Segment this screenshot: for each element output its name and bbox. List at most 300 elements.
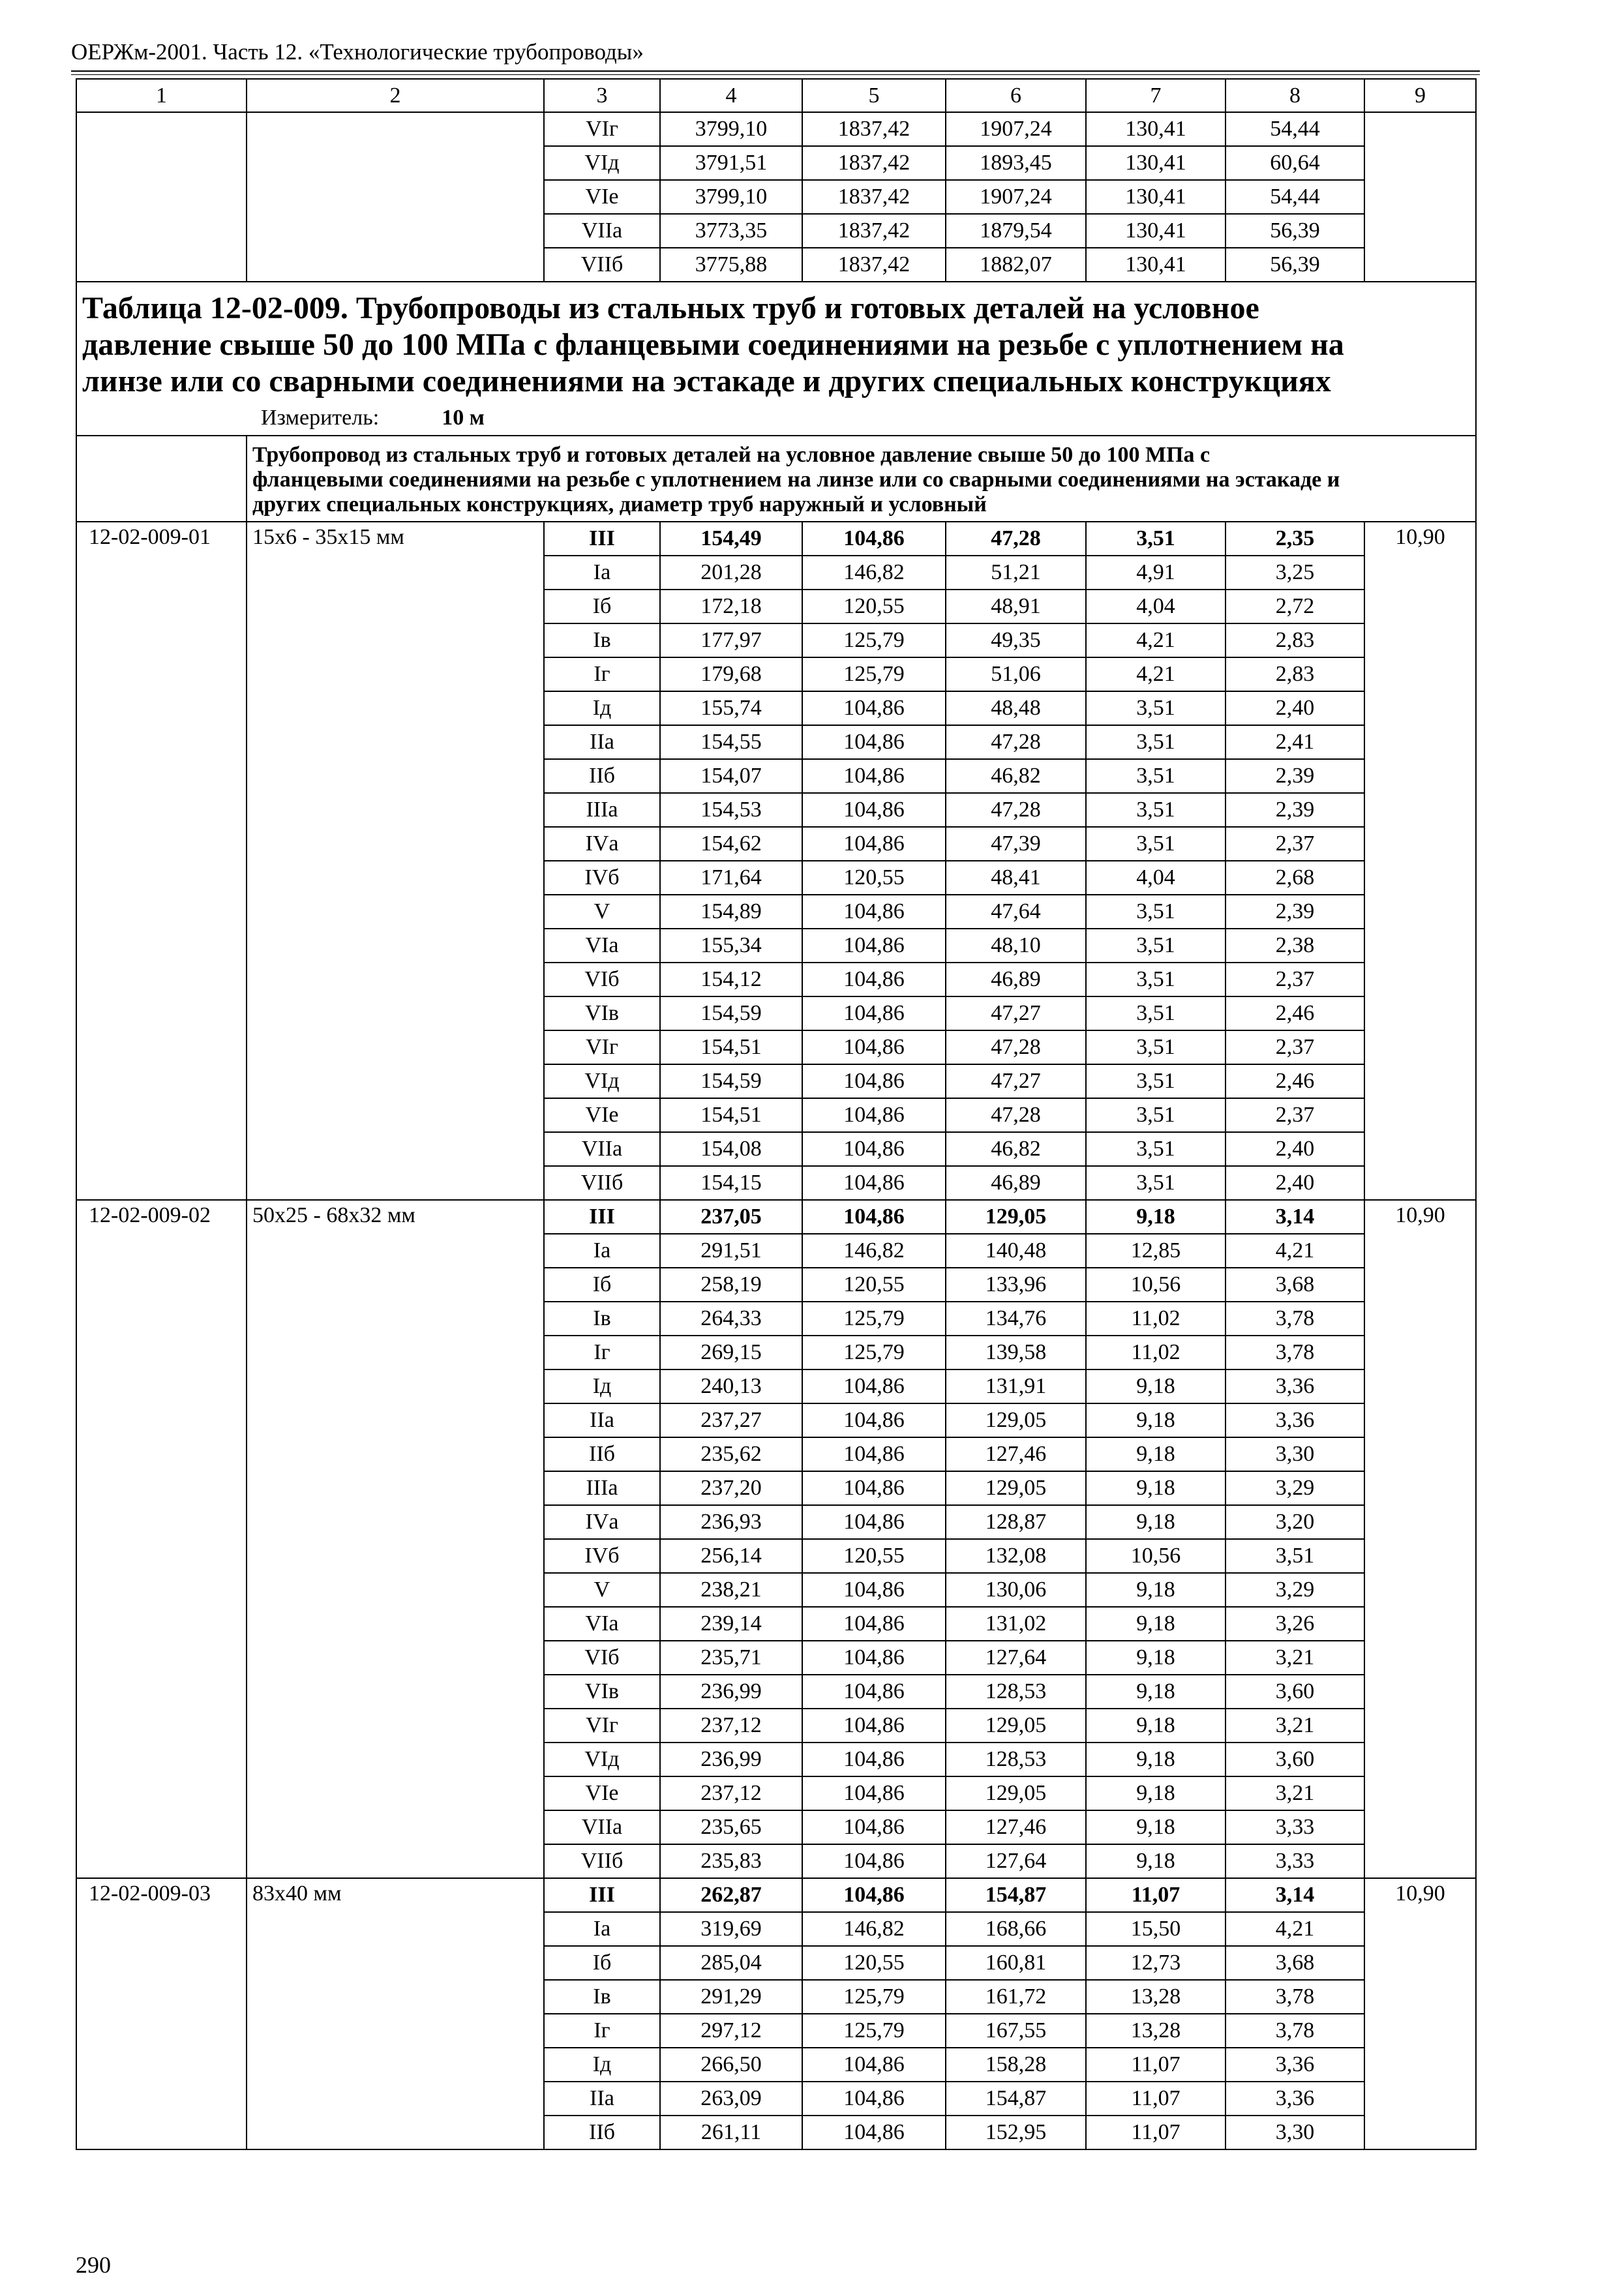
value-cell: 104,86	[802, 1369, 946, 1403]
value-cell: 9,18	[1086, 1641, 1226, 1675]
value-cell: 46,89	[946, 1166, 1086, 1200]
value-cell: 132,08	[946, 1539, 1086, 1573]
table-row	[76, 522, 1476, 556]
column-number: 4	[660, 79, 802, 112]
value-cell: 131,02	[946, 1607, 1086, 1641]
value-cell: 13,28	[1086, 1980, 1226, 2014]
header-rule	[71, 70, 1480, 72]
zone-cell: VIг	[544, 112, 660, 146]
value-cell: 262,87	[660, 1878, 802, 1912]
value-cell: 155,34	[660, 929, 802, 963]
zone-cell: Iб	[544, 590, 660, 623]
value-cell: 3,78	[1226, 2014, 1364, 2048]
value-cell: 47,39	[946, 827, 1086, 861]
value-cell: 11,02	[1086, 1336, 1226, 1369]
value-cell: 128,87	[946, 1505, 1086, 1539]
value-cell: 3,51	[1086, 1030, 1226, 1064]
table-title	[76, 282, 1476, 436]
value-cell: 51,21	[946, 556, 1086, 590]
zone-cell: Iг	[544, 1336, 660, 1369]
empty-name-cell	[247, 112, 544, 282]
value-cell: 47,27	[946, 1064, 1086, 1098]
value-cell: 1837,42	[802, 112, 946, 146]
value-cell: 104,86	[802, 1844, 946, 1878]
value-cell: 264,33	[660, 1302, 802, 1336]
value-cell: 46,89	[946, 963, 1086, 996]
value-cell: 9,18	[1086, 1844, 1226, 1878]
value-cell: 1907,24	[946, 180, 1086, 214]
value-cell: 236,99	[660, 1743, 802, 1776]
value-cell: 104,86	[802, 793, 946, 827]
column-number: 9	[1364, 79, 1476, 112]
value-cell: 51,06	[946, 657, 1086, 691]
value-cell: 104,86	[802, 1743, 946, 1776]
value-cell: 261,11	[660, 2116, 802, 2149]
value-cell: 130,41	[1086, 180, 1226, 214]
value-cell: 3,51	[1086, 691, 1226, 725]
page-number: 290	[76, 2252, 111, 2278]
value-cell: 47,28	[946, 725, 1086, 759]
value-cell: 3,51	[1086, 996, 1226, 1030]
value-cell: 12,73	[1086, 1946, 1226, 1980]
value-cell: 235,71	[660, 1641, 802, 1675]
value-cell: 3,29	[1226, 1573, 1364, 1607]
value-cell: 266,50	[660, 2048, 802, 2082]
value-cell: 9,18	[1086, 1403, 1226, 1437]
section-description	[247, 436, 1476, 522]
zone-cell: IIб	[544, 2116, 660, 2149]
rate-code: 12-02-009-01	[76, 522, 247, 1200]
value-cell: 3799,10	[660, 180, 802, 214]
value-cell: 104,86	[802, 1573, 946, 1607]
value-cell: 3,51	[1086, 1132, 1226, 1166]
value-cell: 201,28	[660, 556, 802, 590]
value-cell: 47,27	[946, 996, 1086, 1030]
value-cell: 11,07	[1086, 1878, 1226, 1912]
value-cell: 3,51	[1226, 1539, 1364, 1573]
value-cell: 3,60	[1226, 1743, 1364, 1776]
value-cell: 56,39	[1226, 248, 1364, 282]
value-cell: 291,29	[660, 1980, 802, 2014]
zone-cell: III	[544, 522, 660, 556]
value-cell: 2,37	[1226, 1030, 1364, 1064]
column-number: 5	[802, 79, 946, 112]
value-cell: 154,49	[660, 522, 802, 556]
zone-cell: V	[544, 895, 660, 929]
value-cell: 47,64	[946, 895, 1086, 929]
value-cell: 3,21	[1226, 1709, 1364, 1743]
page-header: ОЕРЖм-2001. Часть 12. «Технологические трубопроводы»	[71, 39, 644, 65]
value-cell: 1837,42	[802, 214, 946, 248]
value-cell: 9,18	[1086, 1200, 1226, 1234]
value-cell: 120,55	[802, 1946, 946, 1980]
value-cell: 130,41	[1086, 248, 1226, 282]
value-cell: 146,82	[802, 1234, 946, 1268]
value-cell: 1893,45	[946, 146, 1086, 180]
value-cell: 177,97	[660, 623, 802, 657]
value-cell: 3,21	[1226, 1776, 1364, 1810]
value-cell: 120,55	[802, 1268, 946, 1302]
zone-cell: VIв	[544, 996, 660, 1030]
value-cell: 168,66	[946, 1912, 1086, 1946]
value-cell: 240,13	[660, 1369, 802, 1403]
zone-cell: Iв	[544, 1980, 660, 2014]
zone-cell: VIд	[544, 1064, 660, 1098]
value-cell: 2,39	[1226, 895, 1364, 929]
value-cell: 154,08	[660, 1132, 802, 1166]
value-cell: 154,15	[660, 1166, 802, 1200]
description-line: фланцевыми соединениями на резьбе с уплотнением на линзе или со сварными соединениями на эстакаде и	[252, 468, 1340, 492]
value-cell: 48,91	[946, 590, 1086, 623]
value-cell: 104,86	[802, 1471, 946, 1505]
value-cell: 47,28	[946, 793, 1086, 827]
value-cell: 130,06	[946, 1573, 1086, 1607]
value-cell: 104,86	[802, 522, 946, 556]
value-cell: 104,86	[802, 1675, 946, 1709]
value-cell: 3,30	[1226, 2116, 1364, 2149]
zone-cell: IVа	[544, 827, 660, 861]
value-cell: 3,51	[1086, 793, 1226, 827]
value-cell: 3,51	[1086, 827, 1226, 861]
zone-cell: VIд	[544, 146, 660, 180]
value-cell: 3,25	[1226, 556, 1364, 590]
zone-cell: IIа	[544, 1403, 660, 1437]
value-cell: 47,28	[946, 522, 1086, 556]
value-cell: 104,86	[802, 895, 946, 929]
value-cell: 104,86	[802, 725, 946, 759]
measure-value: 10 м	[442, 406, 485, 430]
value-cell: 154,89	[660, 895, 802, 929]
table-row	[76, 1200, 1476, 1234]
value-cell: 235,62	[660, 1437, 802, 1471]
zone-cell: VIб	[544, 1641, 660, 1675]
value-cell: 4,91	[1086, 556, 1226, 590]
value-cell: 104,86	[802, 1437, 946, 1471]
value-cell: 3,51	[1086, 1166, 1226, 1200]
table-title-line: линзе или со сварными соединениями на эстакаде и других специальных конструкциях	[82, 364, 1331, 398]
value-cell: 2,83	[1226, 657, 1364, 691]
value-cell: 2,35	[1226, 522, 1364, 556]
value-cell: 146,82	[802, 556, 946, 590]
table-title-line: давление свыше 50 до 100 МПа с фланцевыми соединениями на резьбе с уплотнением на	[82, 327, 1344, 362]
value-cell: 236,99	[660, 1675, 802, 1709]
value-cell: 3,78	[1226, 1302, 1364, 1336]
value-cell: 54,44	[1226, 112, 1364, 146]
value-cell: 3,60	[1226, 1675, 1364, 1709]
zone-cell: IIIа	[544, 1471, 660, 1505]
value-cell: 54,44	[1226, 180, 1364, 214]
zone-cell: VIIб	[544, 1166, 660, 1200]
value-cell: 125,79	[802, 1980, 946, 2014]
value-cell: 15,50	[1086, 1912, 1226, 1946]
column-number: 6	[946, 79, 1086, 112]
value-cell: 9,18	[1086, 1437, 1226, 1471]
column-number: 7	[1086, 79, 1226, 112]
zone-cell: IVа	[544, 1505, 660, 1539]
value-cell: 104,86	[802, 1641, 946, 1675]
value-cell: 2,40	[1226, 1132, 1364, 1166]
value-cell: 3,14	[1226, 1878, 1364, 1912]
value-cell: 3,26	[1226, 1607, 1364, 1641]
zone-cell: Iб	[544, 1268, 660, 1302]
zone-cell: VIг	[544, 1030, 660, 1064]
table-title-row	[76, 282, 1476, 436]
value-cell: 11,02	[1086, 1302, 1226, 1336]
zone-cell: Iа	[544, 556, 660, 590]
value-cell: 152,95	[946, 2116, 1086, 2149]
value-cell: 3,33	[1226, 1810, 1364, 1844]
value-cell: 237,05	[660, 1200, 802, 1234]
zone-cell: V	[544, 1573, 660, 1607]
value-cell: 3,51	[1086, 1098, 1226, 1132]
rate-code: 12-02-009-02	[76, 1200, 247, 1878]
value-cell: 104,86	[802, 1030, 946, 1064]
value-cell: 120,55	[802, 590, 946, 623]
value-cell: 237,12	[660, 1709, 802, 1743]
zone-cell: VIIб	[544, 248, 660, 282]
value-cell: 3,14	[1226, 1200, 1364, 1234]
value-cell: 154,07	[660, 759, 802, 793]
value-cell: 1907,24	[946, 112, 1086, 146]
value-cell: 3775,88	[660, 248, 802, 282]
value-cell: 235,65	[660, 1810, 802, 1844]
value-cell: 319,69	[660, 1912, 802, 1946]
value-cell: 3,36	[1226, 2048, 1364, 2082]
value-cell: 3,68	[1226, 1268, 1364, 1302]
value-cell: 258,19	[660, 1268, 802, 1302]
zone-cell: Iд	[544, 691, 660, 725]
value-cell: 291,51	[660, 1234, 802, 1268]
value-cell: 3,78	[1226, 1336, 1364, 1369]
value-cell: 2,37	[1226, 963, 1364, 996]
value-cell: 154,59	[660, 996, 802, 1030]
value-cell: 12,85	[1086, 1234, 1226, 1268]
value-cell: 104,86	[802, 1166, 946, 1200]
value-cell: 172,18	[660, 590, 802, 623]
col9-value: 10,90	[1364, 522, 1476, 1200]
value-cell: 1837,42	[802, 180, 946, 214]
value-cell: 4,21	[1226, 1912, 1364, 1946]
zone-cell: Iа	[544, 1912, 660, 1946]
value-cell: 179,68	[660, 657, 802, 691]
zone-cell: VIе	[544, 180, 660, 214]
value-cell: 4,04	[1086, 590, 1226, 623]
value-cell: 3,36	[1226, 2082, 1364, 2116]
value-cell: 297,12	[660, 2014, 802, 2048]
value-cell: 129,05	[946, 1200, 1086, 1234]
value-cell: 9,18	[1086, 1369, 1226, 1403]
value-cell: 9,18	[1086, 1505, 1226, 1539]
value-cell: 3799,10	[660, 112, 802, 146]
zone-cell: VIа	[544, 929, 660, 963]
value-cell: 120,55	[802, 861, 946, 895]
value-cell: 49,35	[946, 623, 1086, 657]
value-cell: 154,59	[660, 1064, 802, 1098]
value-cell: 3,20	[1226, 1505, 1364, 1539]
value-cell: 104,86	[802, 1098, 946, 1132]
value-cell: 11,07	[1086, 2116, 1226, 2149]
value-cell: 2,40	[1226, 691, 1364, 725]
value-cell: 3,51	[1086, 1064, 1226, 1098]
zone-cell: VIе	[544, 1776, 660, 1810]
zone-cell: Iг	[544, 2014, 660, 2048]
value-cell: 140,48	[946, 1234, 1086, 1268]
value-cell: 104,86	[802, 827, 946, 861]
zone-cell: IIIа	[544, 793, 660, 827]
value-cell: 2,39	[1226, 793, 1364, 827]
value-cell: 125,79	[802, 1302, 946, 1336]
value-cell: 3,51	[1086, 929, 1226, 963]
column-number: 8	[1226, 79, 1364, 112]
value-cell: 127,64	[946, 1844, 1086, 1878]
table-title-line: Таблица 12-02-009. Трубопроводы из стальных труб и готовых деталей на условное	[82, 291, 1259, 325]
value-cell: 104,86	[802, 1200, 946, 1234]
zone-cell: IVб	[544, 861, 660, 895]
empty-code-cell	[76, 112, 247, 282]
value-cell: 104,86	[802, 1132, 946, 1166]
column-number: 1	[76, 79, 247, 112]
value-cell: 237,27	[660, 1403, 802, 1437]
value-cell: 9,18	[1086, 1709, 1226, 1743]
value-cell: 9,18	[1086, 1675, 1226, 1709]
value-cell: 47,28	[946, 1030, 1086, 1064]
value-cell: 9,18	[1086, 1573, 1226, 1607]
value-cell: 46,82	[946, 1132, 1086, 1166]
value-cell: 130,41	[1086, 112, 1226, 146]
value-cell: 171,64	[660, 861, 802, 895]
value-cell: 130,41	[1086, 146, 1226, 180]
column-number: 2	[247, 79, 544, 112]
value-cell: 237,12	[660, 1776, 802, 1810]
value-cell: 3,21	[1226, 1641, 1364, 1675]
value-cell: 104,86	[802, 1709, 946, 1743]
value-cell: 104,86	[802, 2116, 946, 2149]
value-cell: 104,86	[802, 2048, 946, 2082]
zone-cell: VIд	[544, 1743, 660, 1776]
value-cell: 104,86	[802, 1607, 946, 1641]
empty-col9-cell	[1364, 112, 1476, 282]
value-cell: 158,28	[946, 2048, 1086, 2082]
value-cell: 104,86	[802, 963, 946, 996]
value-cell: 154,51	[660, 1030, 802, 1064]
value-cell: 133,96	[946, 1268, 1086, 1302]
zone-cell: Iг	[544, 657, 660, 691]
value-cell: 2,37	[1226, 827, 1364, 861]
value-cell: 130,41	[1086, 214, 1226, 248]
zone-cell: VIIа	[544, 1810, 660, 1844]
value-cell: 2,37	[1226, 1098, 1364, 1132]
value-cell: 134,76	[946, 1302, 1086, 1336]
value-cell: 104,86	[802, 1810, 946, 1844]
col9-value: 10,90	[1364, 1200, 1476, 1878]
zone-cell: Iд	[544, 1369, 660, 1403]
zone-cell: VIб	[544, 963, 660, 996]
value-cell: 13,28	[1086, 2014, 1226, 2048]
zone-cell: IIа	[544, 2082, 660, 2116]
value-cell: 104,86	[802, 1776, 946, 1810]
rate-code: 12-02-009-03	[76, 1878, 247, 2149]
value-cell: 161,72	[946, 1980, 1086, 2014]
zone-cell: IIб	[544, 1437, 660, 1471]
value-cell: 104,86	[802, 1064, 946, 1098]
value-cell: 269,15	[660, 1336, 802, 1369]
value-cell: 104,86	[802, 2082, 946, 2116]
value-cell: 4,04	[1086, 861, 1226, 895]
value-cell: 104,86	[802, 1878, 946, 1912]
value-cell: 160,81	[946, 1946, 1086, 1980]
pipe-diameter: 83х40 мм	[247, 1878, 544, 2149]
value-cell: 125,79	[802, 1336, 946, 1369]
table-row	[76, 1878, 1476, 1912]
zone-cell: IIа	[544, 725, 660, 759]
value-cell: 2,46	[1226, 996, 1364, 1030]
value-cell: 3,36	[1226, 1369, 1364, 1403]
value-cell: 3,51	[1086, 895, 1226, 929]
zone-cell: Iв	[544, 623, 660, 657]
value-cell: 154,87	[946, 2082, 1086, 2116]
value-cell: 256,14	[660, 1539, 802, 1573]
value-cell: 167,55	[946, 2014, 1086, 2048]
table-row	[76, 112, 1476, 146]
value-cell: 104,86	[802, 1505, 946, 1539]
column-number-row	[76, 79, 1476, 112]
value-cell: 9,18	[1086, 1743, 1226, 1776]
zone-cell: VIг	[544, 1709, 660, 1743]
value-cell: 104,86	[802, 759, 946, 793]
value-cell: 3,33	[1226, 1844, 1364, 1878]
zone-cell: III	[544, 1200, 660, 1234]
value-cell: 11,07	[1086, 2082, 1226, 2116]
value-cell: 3773,35	[660, 214, 802, 248]
value-cell: 1837,42	[802, 248, 946, 282]
value-cell: 11,07	[1086, 2048, 1226, 2082]
value-cell: 47,28	[946, 1098, 1086, 1132]
zone-cell: III	[544, 1878, 660, 1912]
value-cell: 154,53	[660, 793, 802, 827]
value-cell: 128,53	[946, 1675, 1086, 1709]
value-cell: 129,05	[946, 1403, 1086, 1437]
zone-cell: Iб	[544, 1946, 660, 1980]
value-cell: 9,18	[1086, 1471, 1226, 1505]
value-cell: 131,91	[946, 1369, 1086, 1403]
value-cell: 3,51	[1086, 963, 1226, 996]
value-cell: 48,10	[946, 929, 1086, 963]
value-cell: 155,74	[660, 691, 802, 725]
value-cell: 3,68	[1226, 1946, 1364, 1980]
value-cell: 2,72	[1226, 590, 1364, 623]
value-cell: 2,38	[1226, 929, 1364, 963]
value-cell: 56,39	[1226, 214, 1364, 248]
value-cell: 104,86	[802, 929, 946, 963]
pipe-diameter: 15х6 - 35х15 мм	[247, 522, 544, 1200]
value-cell: 2,68	[1226, 861, 1364, 895]
col9-value: 10,90	[1364, 1878, 1476, 2149]
value-cell: 3,36	[1226, 1403, 1364, 1437]
value-cell: 4,21	[1086, 657, 1226, 691]
value-cell: 263,09	[660, 2082, 802, 2116]
value-cell: 104,86	[802, 691, 946, 725]
value-cell: 237,20	[660, 1471, 802, 1505]
value-cell: 1837,42	[802, 146, 946, 180]
value-cell: 60,64	[1226, 146, 1364, 180]
value-cell: 154,12	[660, 963, 802, 996]
value-cell: 4,21	[1086, 623, 1226, 657]
value-cell: 154,51	[660, 1098, 802, 1132]
value-cell: 129,05	[946, 1709, 1086, 1743]
zone-cell: IVб	[544, 1539, 660, 1573]
value-cell: 3,51	[1086, 522, 1226, 556]
value-cell: 129,05	[946, 1776, 1086, 1810]
